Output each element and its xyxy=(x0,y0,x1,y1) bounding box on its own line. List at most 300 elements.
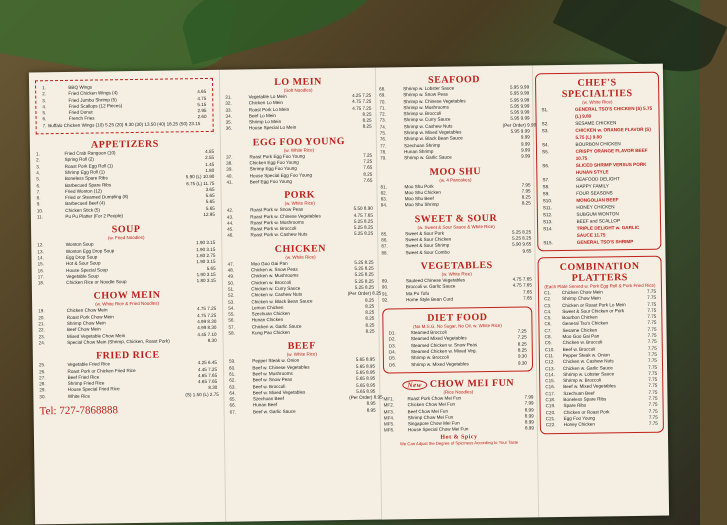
item-price: 4.75 7.65 xyxy=(353,212,373,218)
section-title: COMBINATION PLATTERS xyxy=(559,260,640,284)
item-price: 4.75 xyxy=(197,95,207,101)
sweet-sour-section xyxy=(381,212,532,256)
section-subtitle: (w. 4 Pancakes) xyxy=(439,176,472,183)
item-name: Chicken w. Snow Peas xyxy=(250,266,298,273)
item-number: 8. xyxy=(36,195,41,201)
item-name: Beef w. Chinese Vegetables xyxy=(252,364,310,370)
item-number: 81. xyxy=(380,184,387,190)
item-price: 5.95 9.99 xyxy=(510,128,530,134)
item-number: S13. xyxy=(542,219,553,225)
item-number: 63. xyxy=(229,384,236,390)
item-price: 7.75 xyxy=(648,376,658,382)
item-name: BBQ Wings xyxy=(68,84,93,90)
item-name: Spare Ribs xyxy=(563,403,587,409)
item-price: 7.75 xyxy=(648,389,658,395)
item-number: S14. xyxy=(543,226,553,232)
section-subtitle: (w. White Rice) xyxy=(582,99,613,105)
item-price: 4.75 7.25 xyxy=(352,105,372,111)
item-price: 8.99 xyxy=(524,425,534,431)
item-number: 23. xyxy=(38,333,45,339)
item-price: 4.65 7.65 xyxy=(198,378,218,385)
item-name: Shrimp w. Garlic Sauce xyxy=(404,154,452,161)
item-name: Chicken Lo Mein xyxy=(248,100,283,106)
item-price: 9.99 xyxy=(520,134,530,140)
item-price: 1.45 xyxy=(205,161,215,167)
item-number: 1. xyxy=(42,85,46,91)
item-number: 58. xyxy=(228,330,235,336)
item-name: SLICED SHRIMP VERSUS PORK HUNAN STYLE xyxy=(575,161,647,175)
item-name: Chicken Chow Mein xyxy=(66,307,108,314)
combination-platters-box xyxy=(538,256,664,434)
item-name: Moo Shu Chicken xyxy=(404,189,441,196)
item-number: 5. xyxy=(36,176,41,182)
item-name: Lemon Chicken xyxy=(251,304,284,311)
item-name: Beef w. Broccoli xyxy=(562,346,596,352)
item-name: Shrimp w. Broccoli xyxy=(563,377,601,384)
item-name: Sweet & Sour Shrimp xyxy=(405,242,450,249)
item-number: D3. xyxy=(388,343,396,349)
item-name: Fried Jumbo Shrimp (5) xyxy=(68,96,117,103)
item-number: 25. xyxy=(38,362,46,368)
item-price: 4.45 7.10 xyxy=(197,331,217,337)
appetizers-section xyxy=(36,138,215,221)
item-name: Shrimp Lo Mein xyxy=(248,119,282,125)
item-price: 5.50 8.90 xyxy=(353,205,373,212)
section-title: APPETIZERS xyxy=(90,138,159,151)
item-price: 1.90 3.15 xyxy=(196,271,216,277)
section-subtitle: (w. White Rice) xyxy=(285,254,316,260)
item-number: 30. xyxy=(39,393,46,400)
item-number: C3. xyxy=(544,302,552,308)
item-price: 7.75 xyxy=(647,357,657,364)
item-number: C14. xyxy=(545,371,555,378)
item-price: 5.25 8.25 xyxy=(354,265,374,271)
item-name: Pepper Steak w. Onion xyxy=(252,358,300,364)
item-price: 5.25 8.25 xyxy=(354,259,374,265)
item-name: Beef Chow Mein xyxy=(66,326,101,333)
item-name: Beef Fried Rice xyxy=(67,374,100,380)
item-number: 3. xyxy=(42,97,47,103)
item-name: BOURBON CHICKEN xyxy=(575,141,621,147)
item-number: 45. xyxy=(227,226,234,232)
item-price: 8.25 xyxy=(365,303,375,309)
item-name: General Tso's Chicken xyxy=(562,320,609,327)
item-name: Roast Pork Egg Foo Young xyxy=(249,153,305,160)
item-price: 5.65 xyxy=(205,205,215,211)
item-number: 70. xyxy=(379,99,386,105)
item-name: French Fries xyxy=(68,116,95,122)
item-name: MONGOLIAN BEEF xyxy=(576,197,619,203)
item-price: 8.25 xyxy=(362,117,372,123)
item-price: (S) 1.50 (L) 2.75 xyxy=(185,391,219,397)
item-name: Shrimp w. Chinese Vegetables xyxy=(403,97,466,104)
item-number: D6. xyxy=(388,361,397,368)
item-price: 8.30 xyxy=(207,337,217,343)
item-number: C15. xyxy=(545,378,555,384)
item-name: Shrimp w. Mushrooms xyxy=(403,104,449,111)
item-price: 9.30 xyxy=(517,353,527,359)
item-name: Moo Shu Shrimp xyxy=(404,202,440,208)
item-number: 48. xyxy=(227,267,235,273)
item-number: S7. xyxy=(542,177,550,183)
item-number: S10. xyxy=(542,198,553,204)
item-price: 8.25 xyxy=(517,347,527,353)
item-name: Vegetable Fried Rice xyxy=(67,361,111,368)
item-price: 6.75 (L) 11.75 xyxy=(186,180,215,186)
item-name: Fried Donut xyxy=(68,109,93,116)
item-name: BEEF and SCALLOP xyxy=(576,218,621,224)
item-price: 1.80 3.15 xyxy=(196,277,216,284)
item-price: 9.30 xyxy=(517,360,528,366)
section-subtitle: (w. Fried Noodles) xyxy=(107,235,145,241)
item-name: House Special Fried Rice xyxy=(67,386,120,393)
section-subtitle: (Soft Noodles) xyxy=(283,87,313,93)
item-number: 4. xyxy=(36,170,41,176)
item-name: Fried Wonton (12) xyxy=(64,188,102,194)
item-number: 72. xyxy=(379,111,386,117)
item-number: C16. xyxy=(545,384,556,390)
item-name: Roast Pork or Chicken Fried Rice xyxy=(67,367,136,374)
item-name: Barbecued Spare Ribs xyxy=(64,181,112,188)
top-box xyxy=(35,78,214,135)
item-price: 5.95 9.99 xyxy=(510,103,530,109)
item-name: Chicken w. Garlic Sauce xyxy=(251,323,302,330)
item-name: Boneless Spare Ribs xyxy=(64,175,108,182)
item-name: Ma Po Tofu xyxy=(405,290,430,296)
item-number: 89. xyxy=(381,278,389,284)
item-number: 78. xyxy=(379,149,387,155)
item-number: 3. xyxy=(36,163,41,170)
item-name: Shrimp w. Lobster Sauce xyxy=(403,85,455,92)
section-subtitle: (w. Sweet & Sour Sauce & White Rice) xyxy=(417,223,495,230)
item-number: 20. xyxy=(38,314,45,321)
item-name: Shrimp w. Broccoli xyxy=(403,110,442,117)
item-name: Szechuan Beef xyxy=(563,390,595,396)
item-price: 5.95 9.99 xyxy=(510,97,530,103)
item-number: 90. xyxy=(381,284,389,290)
item-number: C22. xyxy=(545,422,556,428)
item-number: 44. xyxy=(226,220,234,226)
item-name: GENERAL TSO'S SHRIMP xyxy=(576,239,634,245)
item-number: S4. xyxy=(541,142,549,148)
item-price: 5.95 9.99 xyxy=(510,115,530,122)
item-number: C9. xyxy=(544,340,552,346)
item-name: Beef Lo Mein xyxy=(248,112,276,119)
vegetables-section xyxy=(382,259,533,303)
pork-section xyxy=(227,189,374,240)
item-price: 8.25 xyxy=(362,111,372,117)
item-name: Steamed Chicken w. Mixed Veg. xyxy=(410,348,477,355)
item-name: Shrimp w. Lobster Sauce xyxy=(563,371,615,377)
item-number: S1. xyxy=(541,107,549,113)
item-name: Chicken w. Garlic Sauce xyxy=(562,364,613,371)
item-price: 5.15 xyxy=(197,101,207,107)
item-number: S8. xyxy=(542,184,550,190)
item-name: Chicken or Roast Pork Lo Mein xyxy=(562,301,626,308)
item-price: 7.75 xyxy=(648,414,658,420)
item-name: Beef w. Broccoli xyxy=(252,383,286,389)
item-name: Hunan Shrimp xyxy=(403,148,434,155)
item-name: Mixed Vegetable Chow Mein xyxy=(66,332,126,339)
item-price: 5.65 8.95 xyxy=(355,356,375,363)
item-number: 21. xyxy=(38,321,45,327)
item-number: 84. xyxy=(380,202,388,209)
item-name: Chicken w. Broccoli xyxy=(562,339,603,346)
item-price: 1.90 3.15 xyxy=(196,240,216,246)
item-number: 18. xyxy=(37,280,45,286)
item-number: C18. xyxy=(545,397,556,403)
item-name: FOUR SEASONS xyxy=(576,190,613,196)
section-title: CHOW MEIN xyxy=(93,290,161,302)
menu-item xyxy=(389,360,527,368)
item-name: Beef Egg Foo Young xyxy=(249,178,292,185)
soup-section xyxy=(37,223,216,287)
chefs-specialties-box xyxy=(535,72,661,252)
item-price: 7.99 xyxy=(524,400,534,406)
item-number: 40. xyxy=(226,173,233,179)
item-name: Fried Scallops (12 Pieces) xyxy=(68,103,123,109)
item-price: 5.25 8.25 xyxy=(511,229,532,235)
menu-paper xyxy=(29,64,669,525)
item-number: 61. xyxy=(229,371,236,377)
column-1 xyxy=(35,78,219,518)
item-price: 5.25 8.25 xyxy=(354,284,374,290)
item-price: 7.75 xyxy=(648,420,658,427)
item-number: 92. xyxy=(382,297,389,303)
item-name: White Rice xyxy=(67,393,91,399)
item-name: Shrimp Chow Mein xyxy=(66,320,106,326)
item-name: HONEY CHICKEN xyxy=(576,204,615,210)
item-number: 35. xyxy=(225,119,233,125)
spicy-note: We Can Adjust the Degree of Spiciness According to Your Taste xyxy=(399,439,519,446)
item-number: D5. xyxy=(388,355,397,361)
item-name: Honey Chicken xyxy=(563,421,595,428)
item-price: 5.65 8.95 xyxy=(356,388,376,394)
item-price: 7.75 xyxy=(648,383,658,389)
item-name: Singapore Chow Mei Fun xyxy=(407,420,460,427)
item-price: 7.75 xyxy=(647,301,657,307)
item-name: Broccoli w. Garlic Sauce xyxy=(405,283,456,290)
item-number: 10. xyxy=(36,208,44,214)
item-number: 28. xyxy=(39,381,46,387)
item-number: S15. xyxy=(543,240,553,246)
seafood-section xyxy=(379,73,537,162)
phone-number: Tel: 727-7868888 xyxy=(39,404,119,418)
item-number: 39. xyxy=(226,166,233,173)
item-name: Roast Pork Egg Roll (1) xyxy=(64,162,113,169)
item-name: Chicken w. Mushrooms xyxy=(251,273,299,279)
item-price: 7.65 xyxy=(522,288,533,295)
item-number: C21. xyxy=(545,416,556,422)
item-name: House Special Chow Mei Fun xyxy=(407,426,469,433)
item-number: C13. xyxy=(545,365,555,371)
menu-item xyxy=(43,121,207,130)
item-number: MF3. xyxy=(383,408,395,415)
item-price: 5.25 8.25 xyxy=(353,218,374,224)
item-number: 77. xyxy=(379,143,387,149)
lo-mein-section xyxy=(225,76,372,133)
item-price: 4.99 8.30 xyxy=(197,318,217,325)
item-name: Beef w. Mixed Vegetables xyxy=(563,383,616,390)
item-number: 17. xyxy=(37,274,45,280)
chow-mei-fun-section xyxy=(383,377,534,446)
item-price: 4.99 8.30 xyxy=(197,325,217,331)
item-number: C17. xyxy=(545,390,556,397)
item-name: Beef w. Garlic Sauce xyxy=(252,408,296,415)
item-number: MF4. xyxy=(383,415,395,421)
item-name: Home Style Bean Curd xyxy=(406,296,454,303)
item-name: Chicken or Roast Pork xyxy=(563,409,610,415)
item-number: S12. xyxy=(542,212,553,218)
menu-item xyxy=(226,124,372,132)
item-number: 12. xyxy=(37,242,44,248)
item-name: Sweet & Sour Chicken xyxy=(405,236,452,243)
item-price: 7.75 xyxy=(647,351,657,357)
item-price: 9.99 xyxy=(521,153,531,159)
item-name: Sweet & Sour Chicken or Pork xyxy=(562,308,625,314)
item-price: 7.95 xyxy=(521,188,531,194)
item-number: 55. xyxy=(228,311,235,317)
section-title: DIET FOOD xyxy=(427,312,488,325)
item-price xyxy=(200,121,206,127)
item-name: Szechuan Chicken xyxy=(251,310,290,317)
item-name: Special Chow Mein (Shrimp, Chicken, Roast Pork) xyxy=(67,338,170,345)
menu-item xyxy=(39,338,217,347)
item-number: 86. xyxy=(381,237,388,243)
item-price: 7.65 xyxy=(363,165,373,171)
item-price: 5.65 xyxy=(205,193,215,199)
item-number: 53. xyxy=(228,299,235,305)
item-price: 8.25 xyxy=(365,328,375,334)
item-name: Hot & Sour Soup xyxy=(65,260,101,267)
item-price: 8.99 xyxy=(524,413,534,419)
item-number: C1. xyxy=(543,290,552,296)
item-name: Shrimp w. Mixed Vegetables xyxy=(411,360,469,367)
item-price: 8.25 xyxy=(365,309,375,315)
item-number: MF2. xyxy=(383,402,395,408)
section-subtitle: (w. White Rice) xyxy=(286,351,317,358)
item-number: 6. xyxy=(42,116,47,122)
item-name: Roast Pork w. Mushrooms xyxy=(250,219,305,226)
item-name: Szechuan Beef xyxy=(252,396,285,402)
item-name: Sauteed Chinese Vegetables xyxy=(405,277,466,284)
item-number: 66. xyxy=(229,402,236,409)
item-number: 1. xyxy=(35,151,40,157)
menu-item xyxy=(546,421,658,429)
item-name: Sesame Chicken xyxy=(562,327,598,333)
item-price: 8.25 xyxy=(365,297,375,303)
section-title: EGG FOO YOUNG xyxy=(252,135,346,149)
item-number: 19. xyxy=(38,308,45,314)
item-number: 13. xyxy=(37,248,44,254)
item-price: 5.65 xyxy=(206,265,216,271)
item-price: 5.25 8.25 xyxy=(512,235,532,241)
item-name: Pepper Steak w. Onion xyxy=(562,352,610,358)
item-number: 49. xyxy=(227,273,235,280)
item-name: House Special Egg Foo Young xyxy=(249,172,313,179)
item-number: D4. xyxy=(388,349,397,355)
item-price: 5.95 9.99 xyxy=(510,90,530,97)
section-subtitle: (w. White Rice) xyxy=(283,147,315,153)
item-name: Beef w. Mixed Vegetables xyxy=(252,389,306,396)
column-3 xyxy=(379,73,535,513)
item-number: S3. xyxy=(541,128,549,134)
item-name: Moo Goo Gai Pan xyxy=(562,333,600,340)
item-number: 9. xyxy=(36,201,41,207)
item-name: CRISPY ORANGE FLAVOR BEEF 10.75 xyxy=(575,147,648,161)
item-price: 7.75 xyxy=(647,295,657,301)
item-price: 8.30 xyxy=(208,385,218,391)
item-price: 7.25 xyxy=(517,328,527,334)
item-number: C12. xyxy=(544,359,555,365)
item-number: 41. xyxy=(226,179,233,185)
item-number: S11. xyxy=(542,205,552,211)
item-number: 51. xyxy=(227,286,235,292)
section-title: PORK xyxy=(284,189,316,202)
item-number: C6. xyxy=(544,321,552,327)
item-price: 7.75 xyxy=(647,345,657,351)
item-price: 5.90 9.65 xyxy=(512,241,532,248)
item-number: 4. xyxy=(42,104,47,110)
item-price: (Per Order) 8.95 xyxy=(349,394,383,401)
column-4 xyxy=(535,72,665,512)
item-price: (Per Order) 9.99 xyxy=(502,122,537,128)
item-number: 43. xyxy=(226,214,234,220)
section-title: FRIED RICE xyxy=(95,349,160,362)
item-name: Szechuan Shrimp xyxy=(403,142,441,148)
item-name: Pu Pu Platter (For 2 People) xyxy=(65,213,124,219)
item-price: 7.99 xyxy=(524,394,534,400)
item-number: 88. xyxy=(381,250,388,256)
item-number: MF1. xyxy=(383,396,394,402)
item-number: 36. xyxy=(225,126,233,132)
section-subtitle: (Rice Noodles) xyxy=(443,389,474,395)
item-price: 7.75 xyxy=(647,332,657,338)
menu-item xyxy=(38,278,216,287)
item-number: 56. xyxy=(228,318,235,324)
section-title: SWEET & SOUR xyxy=(414,212,498,225)
item-number: 85. xyxy=(381,231,388,237)
item-name: Roast Pork w. Cashew Nuts xyxy=(250,232,308,238)
item-number: 7. xyxy=(42,122,47,129)
item-name: Roast Pork w. Snow Peas xyxy=(250,206,304,213)
item-price: 5.95 9.99 xyxy=(509,84,530,90)
item-name: Buffalo Chicken Wings (10) 5.25 (20) 9.30 (30) 13.50 (40) 18.25 (50) 23.15 xyxy=(48,120,201,128)
item-price: 2.55 xyxy=(205,155,215,161)
item-name: Chicken Rice or Noodle Soup xyxy=(66,279,127,286)
item-number: 71. xyxy=(379,105,386,111)
item-name: Shrimp Fried Rice xyxy=(67,380,105,387)
item-price: 1.90 3.15 xyxy=(196,259,216,265)
specialty-item xyxy=(543,224,655,240)
item-price: 1.60 2.75 xyxy=(196,252,216,259)
item-number: 5. xyxy=(42,110,47,116)
item-price: 8.95 xyxy=(366,401,376,407)
item-price: 7.65 xyxy=(523,295,533,301)
item-name: Moo Shu Beef xyxy=(404,195,434,202)
item-name: Moo Shu Pork xyxy=(404,183,434,189)
item-number: MF5. xyxy=(383,421,395,427)
item-number: 42. xyxy=(226,207,234,213)
section-title: CHICKEN xyxy=(274,243,327,255)
item-price: 7.75 xyxy=(648,402,658,408)
item-number: 52. xyxy=(227,292,235,298)
item-price: 7.75 xyxy=(648,395,658,401)
item-number: S5. xyxy=(541,149,549,155)
item-name: Shrimp w. Black Bean Sauce xyxy=(403,135,463,142)
item-price: 5.95 9.99 xyxy=(510,109,530,115)
item-number: D1. xyxy=(388,330,396,336)
